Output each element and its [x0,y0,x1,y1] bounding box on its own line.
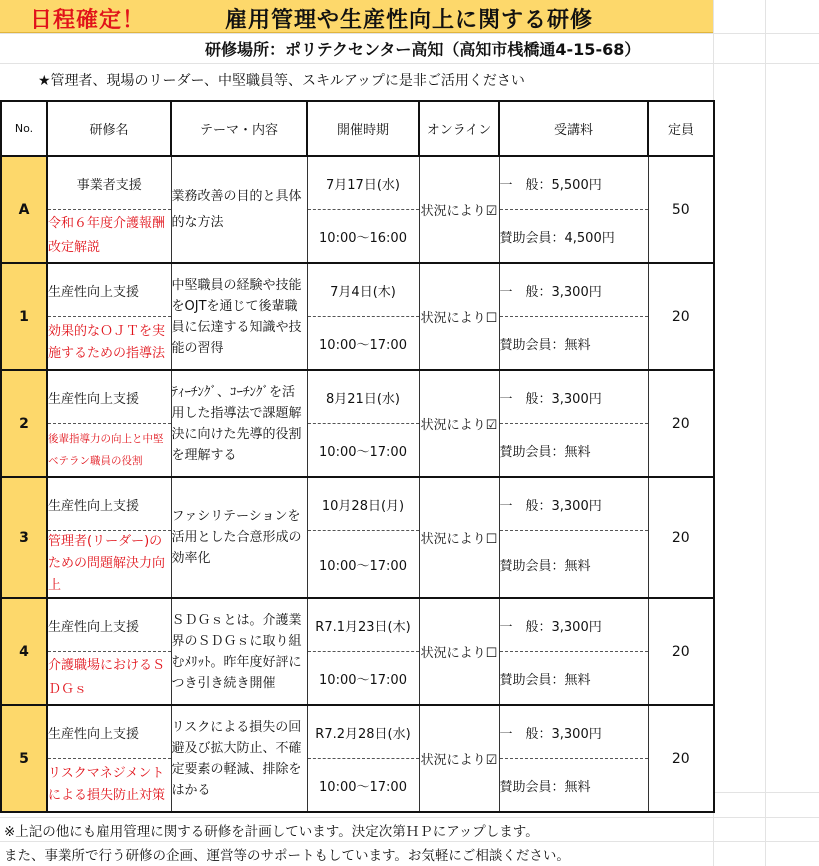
row-course-name: 令和６年度介護報酬改定解説 [47,210,171,264]
table-row-sub [1,652,714,706]
row-fee-general: 一 般：3,300円 [499,370,648,424]
row-online: 状況により☐ [419,598,499,705]
title-confirmed: 日程確定！ [30,8,146,33]
row-category: 生産性向上支援 [47,705,171,759]
row-capacity: 20 [648,370,714,477]
row-course-name: 後輩指導力の向上と中堅ベテラン職員の役割 [47,424,171,478]
header-online: オンライン [419,101,499,156]
row-fee-general: 一 般：3,300円 [499,263,648,317]
row-fee-general: 一 般：3,300円 [499,705,648,759]
row-online: 状況により☐ [419,263,499,370]
row-capacity: 20 [648,263,714,370]
page-title: 雇用管理や生産性向上に関する研修 [225,8,594,33]
venue-text: 研修場所：ポリテクセンター高知（高知市桟橋通4-15-68） [205,40,641,59]
row-fee-member: 賛助会員：無料 [499,424,648,478]
table-row-sub [1,531,714,599]
row-no: A [1,156,47,263]
row-fee-member: 賛助会員：無料 [499,531,648,599]
row-category: 生産性向上支援 [47,598,171,652]
row-capacity: 50 [648,156,714,263]
row-category: 事業者支援 [47,156,171,210]
header-course-name: 研修名 [47,101,171,156]
row-capacity: 20 [648,477,714,598]
row-no: 3 [1,477,47,598]
row-online: 状況により☑ [419,370,499,477]
row-date: 7月4日(木) [307,263,419,317]
row-time: 10:00～17:00 [307,652,419,706]
footer-note-2: また、事業所で行う研修の企画、運営等のサポートもしています。お気軽にご相談ください。 [4,848,570,864]
row-date: R7.2月28日(水) [307,705,419,759]
target-note: ★管理者、現場のリーダー、中堅職員等、スキルアップに是非ご活用ください [38,73,525,89]
table-row [1,263,714,317]
row-time: 10:00～17:00 [307,317,419,371]
row-course-name: 効果的なＯＪＴを実施するための指導法 [47,317,171,371]
header-fee: 受講料 [499,101,648,156]
table-row [1,598,714,652]
row-fee-general: 一 般：3,300円 [499,598,648,652]
row-no: 1 [1,263,47,370]
row-theme: ﾃｨｰﾁﾝｸﾞ、ｺｰﾁﾝｸﾞを活用した指導法で課題解決に向けた先導的役割を理解する [171,370,307,477]
header-date: 開催時期 [307,101,419,156]
table-row [1,705,714,759]
row-online: 状況により☑ [419,156,499,263]
row-course-name: 介護職場におけるＳＤＧｓ [47,652,171,706]
row-category: 生産性向上支援 [47,477,171,531]
row-fee-member: 賛助会員：無料 [499,652,648,706]
header-no: No. [1,101,47,156]
row-time: 10:00～17:00 [307,424,419,478]
row-fee-member: 賛助会員：無料 [499,317,648,371]
row-no: 4 [1,598,47,705]
row-time: 10:00～16:00 [307,210,419,264]
row-course-name: 管理者(リーダー)のための問題解決力向上 [47,531,171,599]
row-date: 10月28日(月) [307,477,419,531]
header-theme: テーマ・内容 [171,101,307,156]
row-capacity: 20 [648,705,714,812]
row-time: 10:00～17:00 [307,759,419,813]
row-date: 7月17日(水) [307,156,419,210]
row-theme: 業務改善の目的と具体的な方法 [171,156,307,263]
row-theme: 中堅職員の経験や技能をOJTを通じて後輩職員に伝達する知識や技能の習得 [171,263,307,370]
row-theme: リスクによる損失の回避及び拡大防止、不確定要素の軽減、排除をはかる [171,705,307,812]
row-date: 8月21日(水) [307,370,419,424]
row-fee-member: 賛助会員：無料 [499,759,648,813]
table-row [1,370,714,424]
row-theme: ファシリテーションを活用とした合意形成の効率化 [171,477,307,598]
table-row-sub [1,759,714,813]
row-fee-member: 賛助会員：4,500円 [499,210,648,264]
row-online: 状況により☐ [419,477,499,598]
row-category: 生産性向上支援 [47,370,171,424]
row-category: 生産性向上支援 [47,263,171,317]
row-no: 5 [1,705,47,812]
row-capacity: 20 [648,598,714,705]
row-theme: ＳＤＧｓとは。介護業界のＳＤＧｓに取り組むﾒﾘｯﾄ。昨年度好評につき引き続き開催 [171,598,307,705]
footer-note-1: ※上記の他にも雇用管理に関する研修を計画しています。決定次第ＨＰにアップします。 [4,824,539,840]
title-bar [0,0,713,33]
row-course-name: リスクマネジメントによる損失防止対策 [47,759,171,813]
table-row-sub [1,317,714,371]
row-no: 2 [1,370,47,477]
header-capacity: 定員 [648,101,714,156]
row-time: 10:00～17:00 [307,531,419,599]
table-row-sub [1,210,714,264]
row-online: 状況により☑ [419,705,499,812]
table-row [1,156,714,210]
row-date: R7.1月23日(木) [307,598,419,652]
training-schedule-table [0,100,715,813]
table-row-sub [1,424,714,478]
row-fee-general: 一 般：5,500円 [499,156,648,210]
table-header-row [1,101,714,156]
table-row [1,477,714,531]
row-fee-general: 一 般：3,300円 [499,477,648,531]
